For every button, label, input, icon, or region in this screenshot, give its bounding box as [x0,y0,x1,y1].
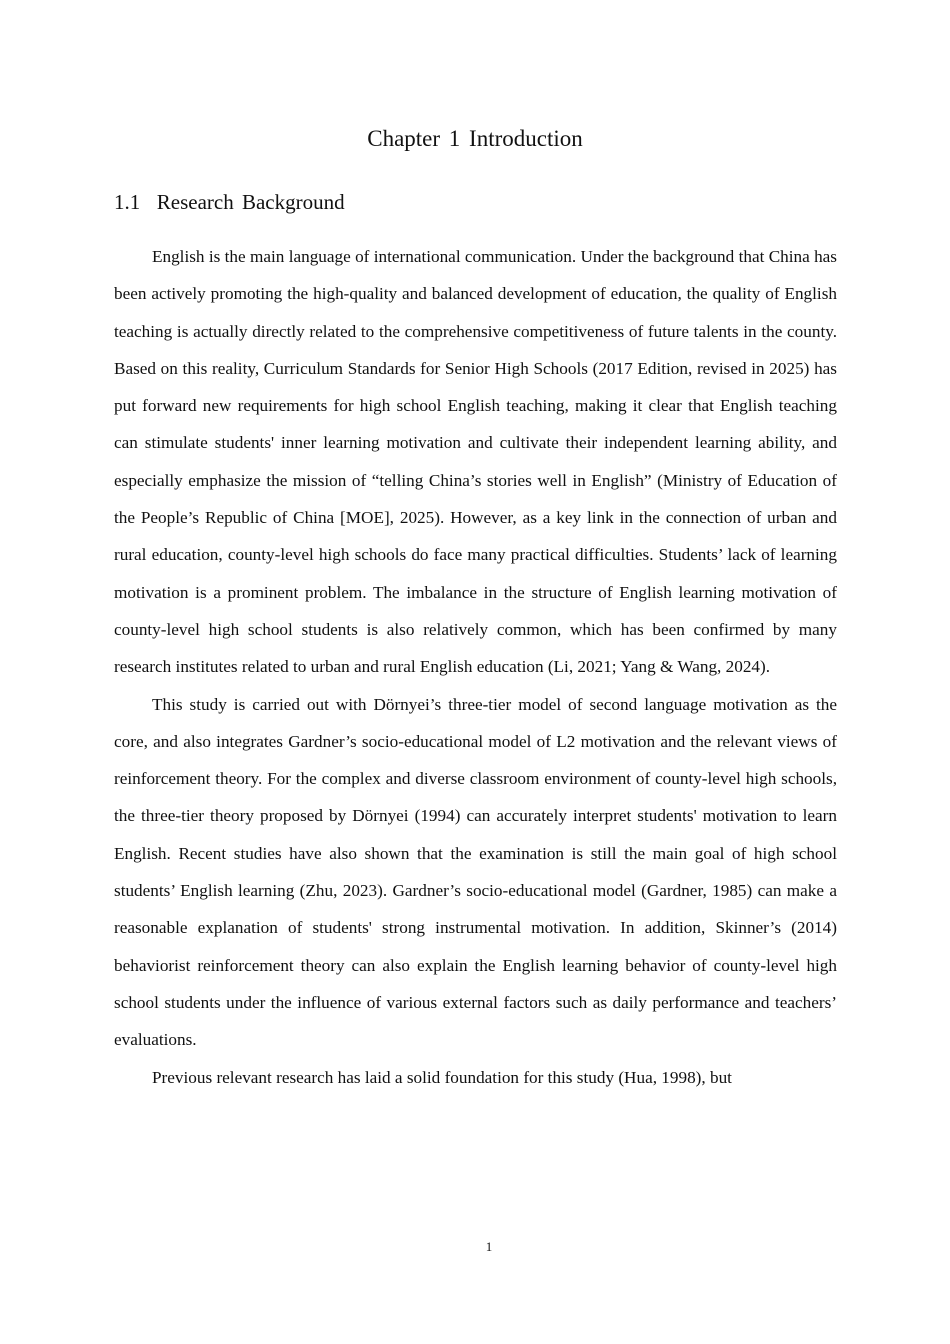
section-number: 1.1 [114,190,141,214]
page-number: 1 [485,1239,493,1254]
section-title: Research Background [156,190,345,214]
paragraph-3: Previous relevant research has laid a solid foundation for this study (Hua, 1998), but [152,1067,732,1087]
paragraph-1: English is the main language of international communication. Under the background that China has been actively promoting the high-quality and balanced development of education, the quality of English teaching is actually directly related to the comprehensive competitiveness of future talents in the county. Based on this reality, Curriculum Standards for Senior High Schools (2017 Edition, revised in 2025) has put forward new requirements for high school English teaching, making it clear that English teaching can stimulate students' inner learning motivation and cultivate their independent learning ability, and especially emphasize the mission of “telling China’s stories well in English” (Ministry of Education of the People’s Republic of China [MOE], 2025). However, as a key link in the connection of urban and rural education, county-level high schools do face many practical difficulties. Students’ lack of learning motivation is a prominent problem. The imbalance in the structure of English learning motivation of county-level high school students is also relatively common, which has been confirmed by many research institutes related to urban and rural English education (Li, 2021; Yang & Wang, 2024). [114,247,837,677]
body-text [114,238,837,1096]
section-heading [114,188,345,216]
chapter-title: Chapter 1 Introduction [367,126,583,151]
paragraph-2: This study is carried out with Dörnyei’s three-tier model of second language motivation as the core, and also integrates Gardner’s socio-educational model of L2 motivation and the relevant views of reinforcement theory. For the complex and diverse classroom environment of county-level high schools, the three-tier theory proposed by Dörnyei (1994) can accurately interpret students' motivation to learn English. Recent studies have also shown that the examination is still the main goal of high school students’ English learning (Zhu, 2023). Gardner’s socio-educational model (Gardner, 1985) can make a reasonable explanation of students' strong instrumental motivation. In addition, Skinner’s (2014) behaviorist reinforcement theory can also explain the English learning behavior of county-level high school students under the influence of various external factors such as daily performance and teachers’ evaluations. [114,694,837,1050]
